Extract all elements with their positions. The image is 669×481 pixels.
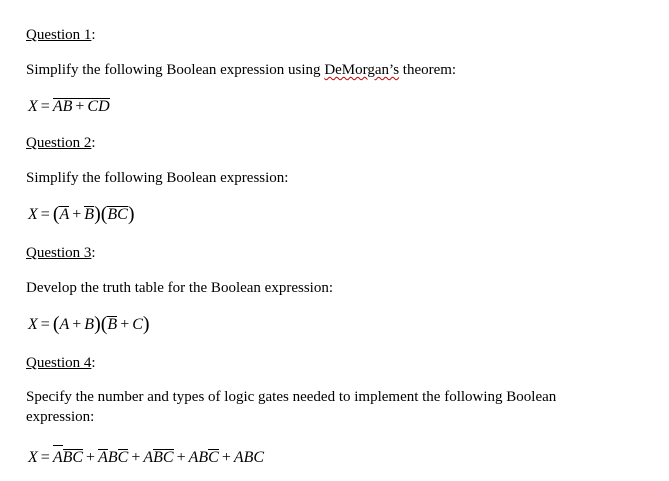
question-3-heading (26, 244, 96, 262)
question-2-text: Simplify the following Boolean expression: (26, 170, 289, 186)
question-4-text: Specify the number and types of logic gates needed to implement the following Boolean expression: (26, 389, 557, 425)
question-3-colon: : (91, 245, 96, 261)
question-1-text (26, 61, 456, 79)
spellcheck-flagged-word: DeMorgan’s (324, 62, 400, 78)
question-1-heading (26, 26, 96, 44)
question-3-label: Question 3 (26, 245, 92, 261)
question-4-label: Question 4 (26, 355, 92, 371)
question-1-text-before: Simplify the following Boolean expression using (26, 62, 325, 78)
question-3-expression: X = (A + B)(B + C) (28, 313, 150, 335)
question-3-text: Develop the truth table for the Boolean expression: (26, 280, 333, 296)
question-4-heading (26, 354, 96, 372)
question-2-expression: X = (A + B)(BC) (28, 203, 135, 225)
question-4-expression: X = ABC + ABC + ABC + ABC + ABC (28, 449, 265, 466)
question-2-label: Question 2 (26, 135, 92, 151)
question-4-colon: : (91, 355, 96, 371)
question-1-label: Question 1 (26, 27, 92, 43)
question-2-heading (26, 134, 96, 152)
question-1-colon: : (91, 27, 96, 43)
question-1-expression: X = AB + CD (28, 98, 110, 115)
question-2-colon: : (91, 135, 96, 151)
question-1-text-after: theorem: (399, 62, 457, 78)
